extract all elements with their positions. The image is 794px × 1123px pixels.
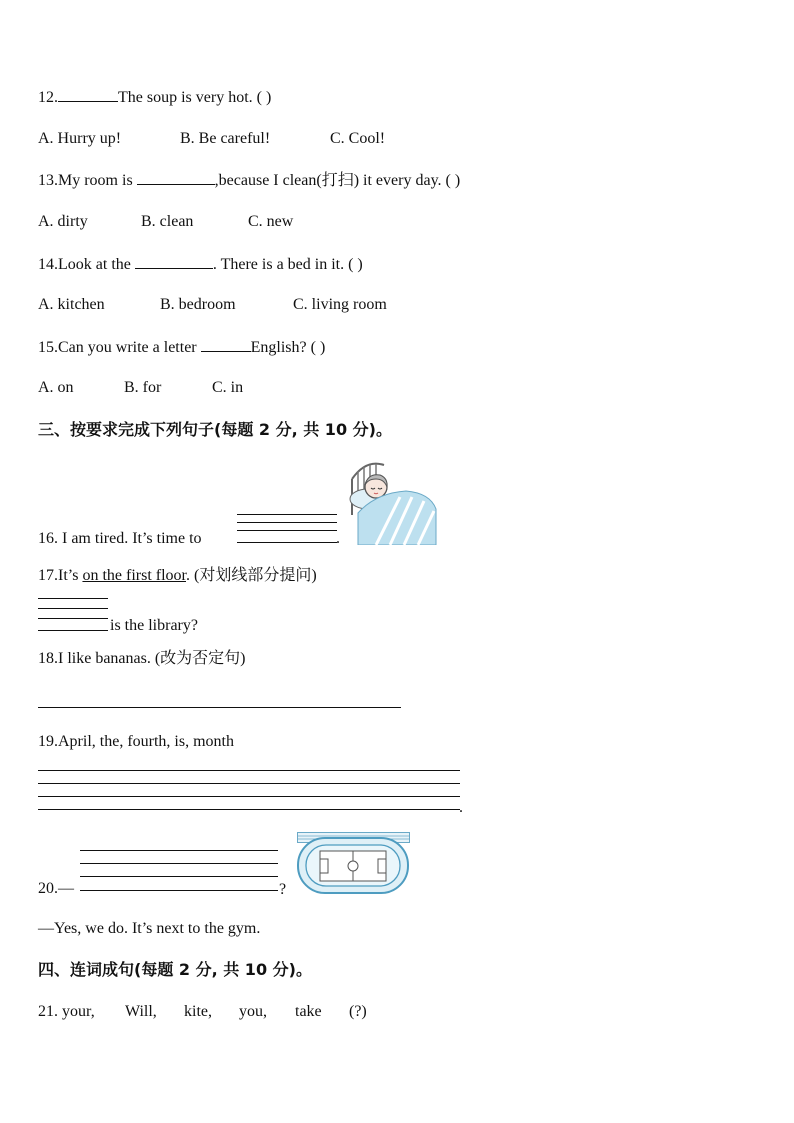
question-12-options <box>38 129 385 149</box>
four-line-answer-grid[interactable] <box>237 514 337 546</box>
word: take <box>295 1003 322 1020</box>
option-a[interactable]: A. on <box>38 379 74 396</box>
question-12 <box>38 87 271 108</box>
answer-blank[interactable] <box>201 337 251 352</box>
section-4-heading: 四、连词成句(每题 2 分, 共 10 分)。 <box>38 960 312 979</box>
answer-blank[interactable] <box>58 87 118 102</box>
option-c[interactable]: C. Cool! <box>330 130 386 147</box>
question-text-post: English? ( ) <box>250 339 326 356</box>
sports-field-icon <box>297 832 413 894</box>
question-17 <box>38 566 317 586</box>
option-a[interactable]: A. Hurry up! <box>38 130 122 147</box>
word: kite, <box>184 1003 212 1020</box>
answer-line[interactable] <box>38 707 401 709</box>
question-number: 14. <box>38 256 58 273</box>
question-18: 18.I like bananas. (改为否定句) <box>38 650 246 667</box>
option-c[interactable]: C. new <box>248 213 294 230</box>
question-number: 13. <box>38 172 58 189</box>
option-c[interactable]: C. living room <box>293 296 387 313</box>
question-19: 19.April, the, fourth, is, month <box>38 733 234 750</box>
word: your, <box>62 1003 95 1020</box>
question-text-post: . There is a bed in it. ( ) <box>212 256 363 273</box>
section-3-heading: 三、按要求完成下列句子(每题 2 分, 共 10 分)。 <box>38 420 392 439</box>
question-text-pre: Look at the <box>58 256 135 273</box>
question-17-line2: is the library? <box>110 617 198 634</box>
question-text: 16. I am tired. It’s time to <box>38 530 202 547</box>
sentence-end: . <box>336 530 340 547</box>
word: you, <box>239 1003 267 1020</box>
option-b[interactable]: B. Be careful! <box>180 130 271 147</box>
question-text-post: . (对划线部分提问) <box>186 567 317 584</box>
question-14-options <box>38 295 387 315</box>
sleeping-child-icon <box>346 457 438 545</box>
question-text: The soup is very hot. ( ) <box>118 89 272 106</box>
option-b[interactable]: B. for <box>124 379 162 396</box>
option-c[interactable]: C. in <box>212 379 244 396</box>
answer-blank[interactable] <box>137 170 215 185</box>
question-14 <box>38 254 363 275</box>
question-21 <box>38 1002 367 1022</box>
question-20-prefix: 20.— <box>38 880 74 897</box>
word: Will, <box>125 1003 157 1020</box>
question-15 <box>38 337 325 358</box>
answer-blank[interactable] <box>135 254 213 269</box>
question-number: 15. <box>38 339 58 356</box>
question-16 <box>38 529 202 549</box>
underlined-phrase: on the first floor <box>82 567 186 584</box>
four-line-answer-grid[interactable] <box>38 770 460 812</box>
word: (?) <box>349 1003 367 1020</box>
question-mark: ? <box>279 881 287 898</box>
option-a[interactable]: A. dirty <box>38 213 88 230</box>
option-b[interactable]: B. clean <box>141 213 194 230</box>
question-13-options <box>38 212 293 232</box>
question-number: 21. <box>38 1003 58 1020</box>
question-text-post: ,because I clean(打扫) it every day. ( ) <box>214 172 461 189</box>
option-a[interactable]: A. kitchen <box>38 296 105 313</box>
question-text-pre: My room is <box>58 172 137 189</box>
option-b[interactable]: B. bedroom <box>160 296 236 313</box>
question-text-pre: Can you write a letter <box>58 339 201 356</box>
question-number: 12. <box>38 89 58 106</box>
question-15-options <box>38 378 243 398</box>
sentence-end: . <box>459 799 463 816</box>
four-line-answer-grid[interactable] <box>38 598 108 632</box>
four-line-answer-grid[interactable] <box>80 850 280 892</box>
question-text-pre: 17.It’s <box>38 567 83 584</box>
question-20-answer: —Yes, we do. It’s next to the gym. <box>38 920 261 937</box>
question-13 <box>38 170 460 191</box>
